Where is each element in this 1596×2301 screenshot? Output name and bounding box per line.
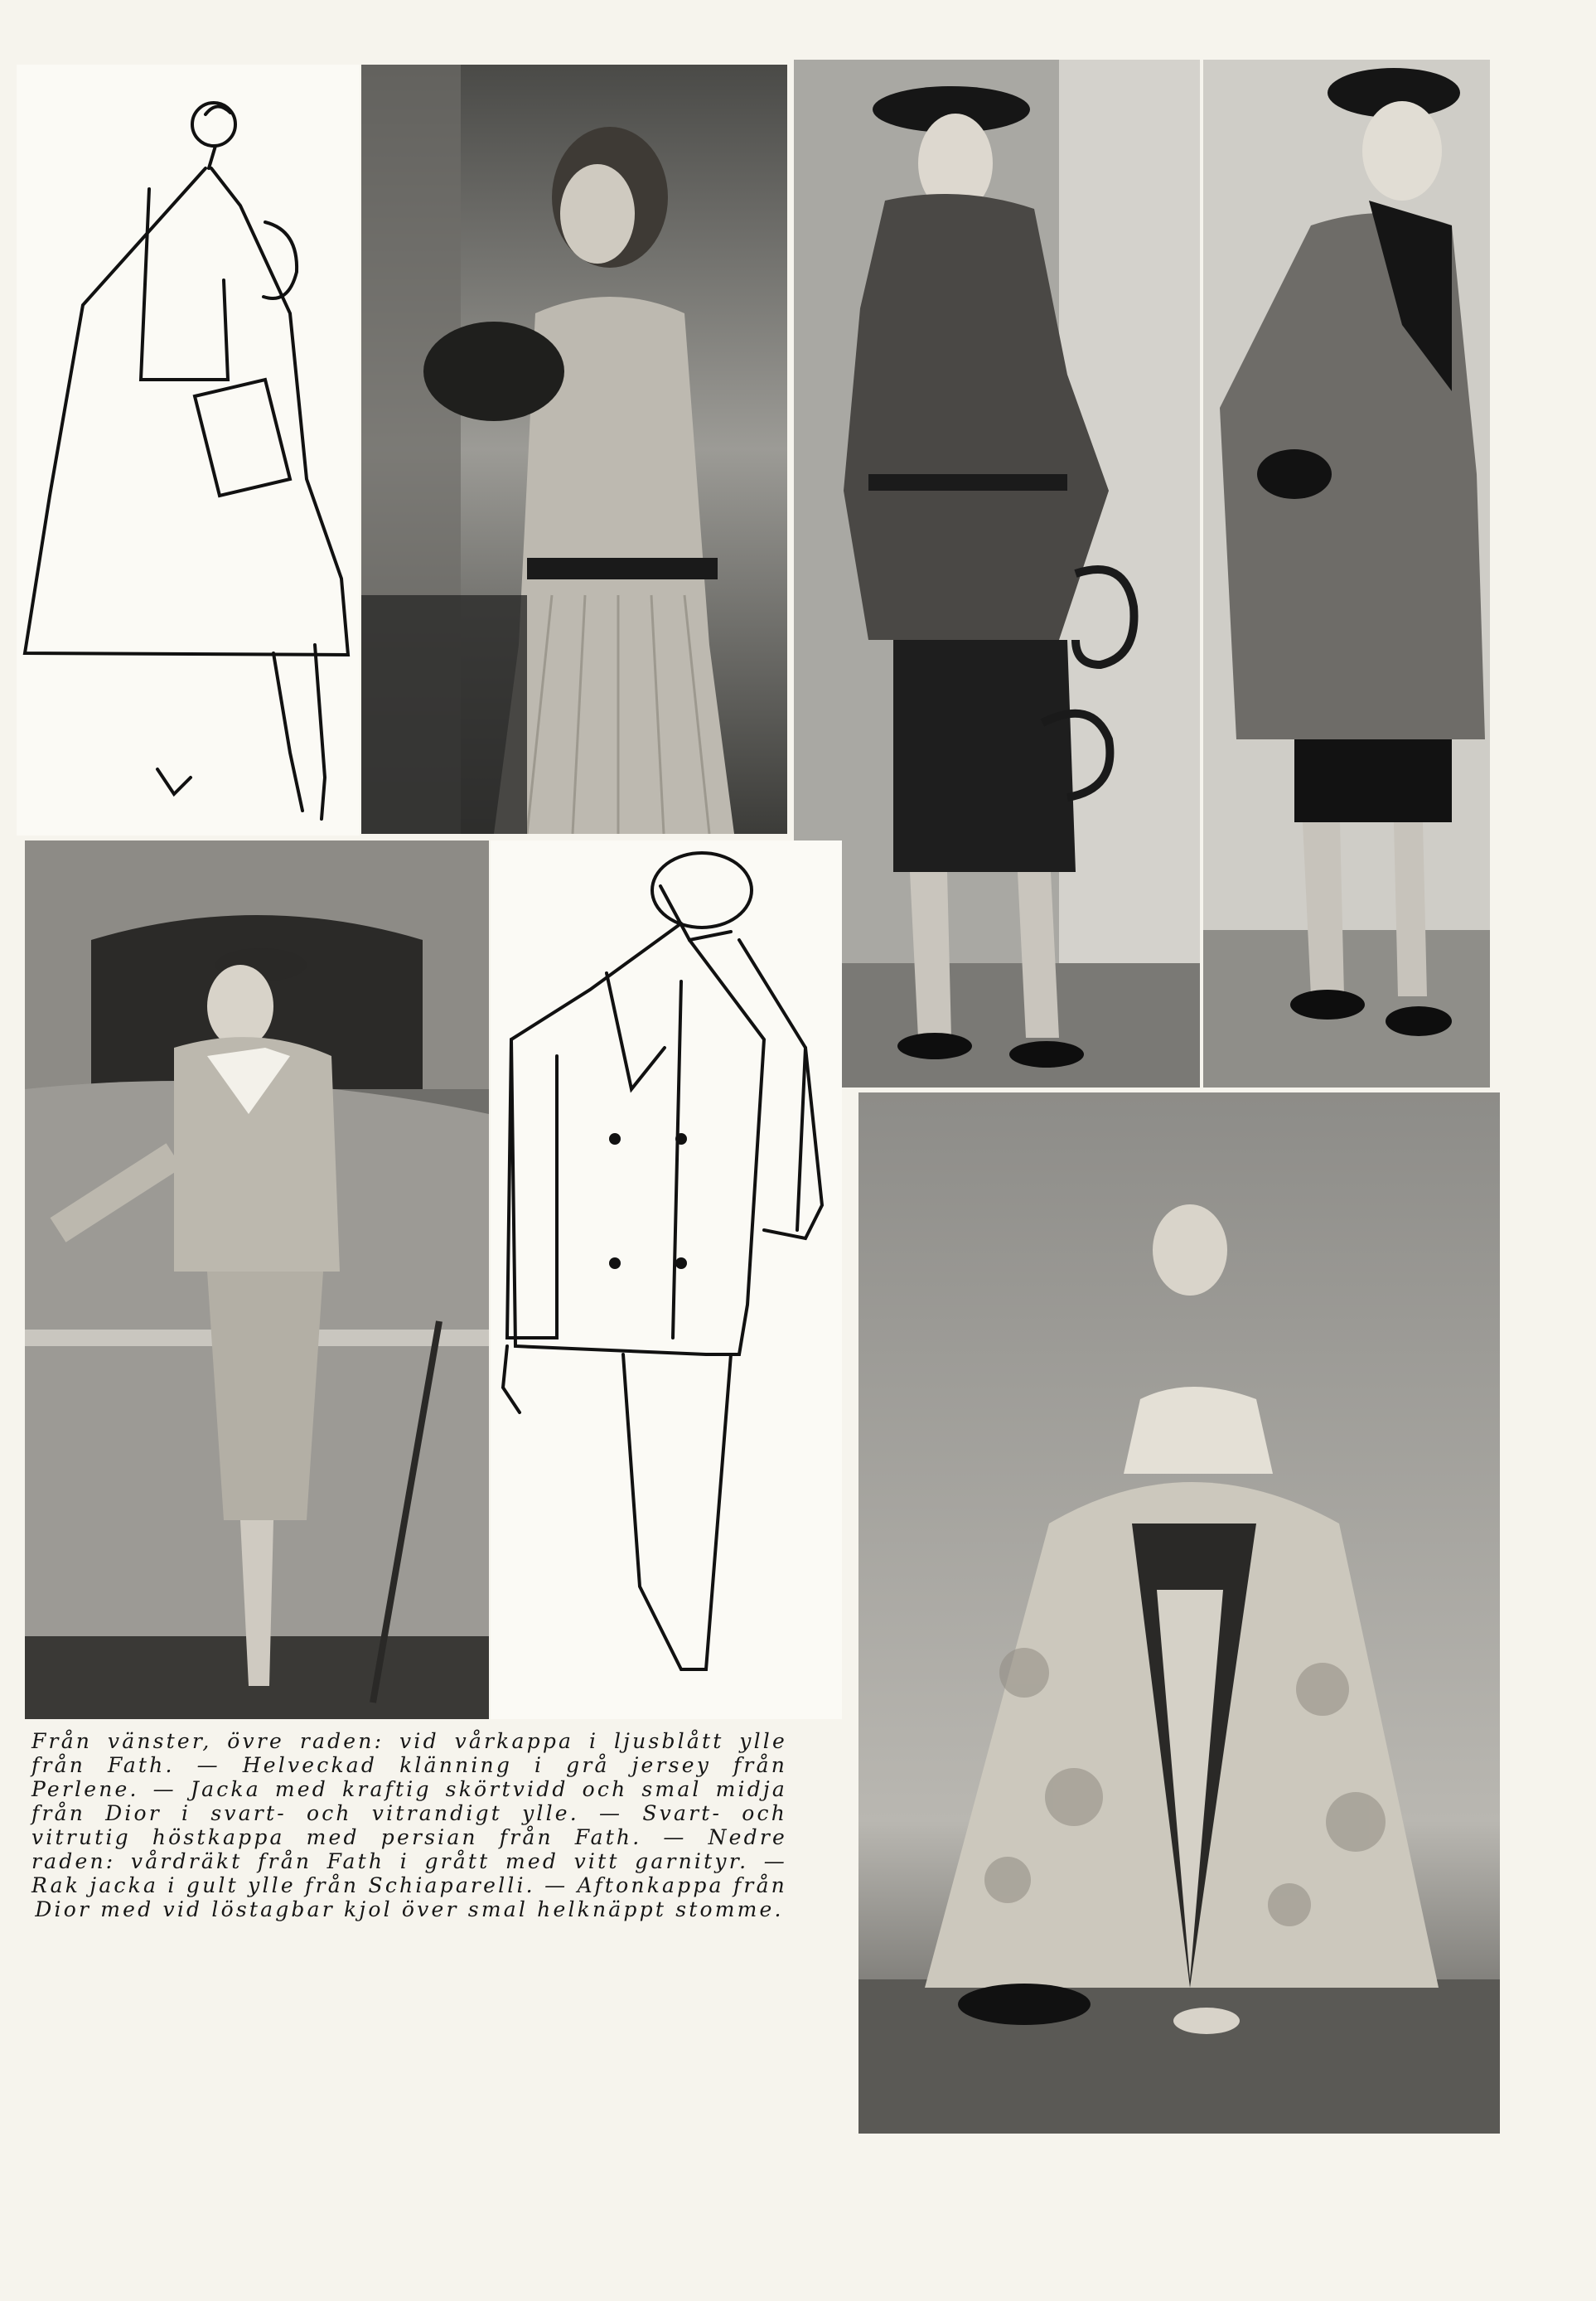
sketch-spring-coat [17,65,360,836]
caption-text: Från vänster, övre raden: vid vårkappa i ljusblått ylle från Fath. — Helveckad klänning i grå jersey från Perlene. — Jacka med kraftig skörtvidd och smal midja från Dior i svart- och vitrandigt ylle. — Svart- och vitrutig höstkappa med persian från Fath. — Nedre raden: vårdräkt från Fath i grått med vitt garnityr. — Rak jacka i gult ylle från Schiaparelli. — Aftonkappa från Dior med vid löstagbar kjol över smal helknäppt stomme. [31,1729,787,1921]
photo-peplum-jacket [794,60,1200,1088]
photo-pleated-dress [361,65,787,834]
sketch-straight-jacket [491,840,842,1719]
photo-autumn-coat [1203,60,1490,1088]
photo-spring-suit [25,840,489,1719]
photo-evening-coat [858,1092,1500,2134]
